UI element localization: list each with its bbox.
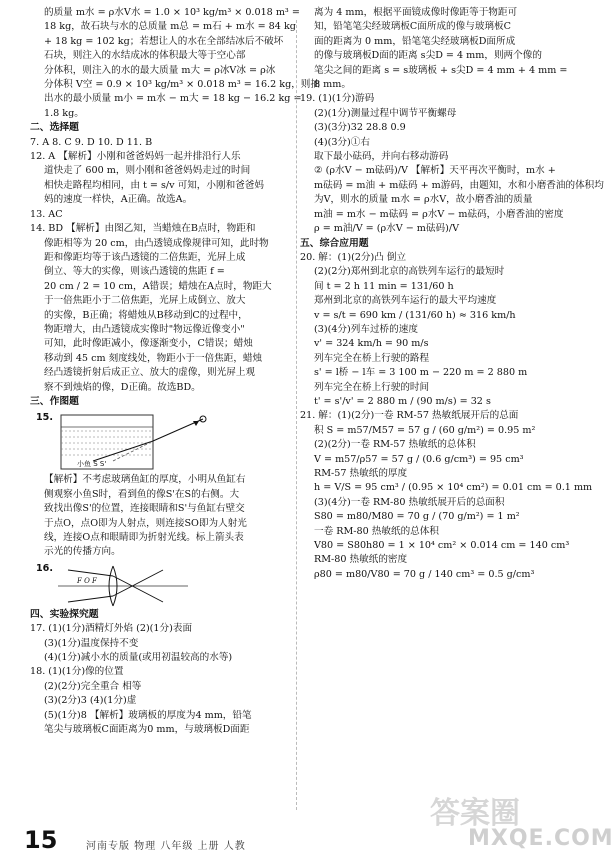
text-line: 20 cm / 2 = 10 cm，A错误；蜡烛在A点时，物距大: [44, 280, 272, 292]
figure-q15: [36, 411, 292, 471]
left-text-block-2: [30, 473, 292, 559]
text-line: 19. (1)(1分)游码: [300, 93, 375, 105]
text-line: 笔尖与玻璃板C面距离为0 mm，与玻璃板D面距: [44, 724, 250, 736]
text-line: 相快走路程均相同，由 t = s/v 可知，小刚和爸爸妈: [44, 179, 264, 191]
text-line: 移动到 45 cm 刻度线处，物距小于一倍焦距，蜡烛: [44, 352, 263, 364]
text-line: 道快走了 600 m，则小刚和爸爸妈妈走过的时间: [44, 165, 251, 177]
text-line: V = m57/ρ57 = 57 g / (0.6 g/cm³) = 95 cm³: [314, 453, 524, 465]
section-heading: 四、实验探究题: [30, 608, 99, 620]
right-text-block: [300, 6, 604, 582]
text-line: 的实像，B正确；将蜡烛从B移动到C的过程中，: [44, 309, 248, 321]
text-line: 14. BD 【解析】由图乙知，当蜡烛在B点时，物距和: [30, 223, 256, 235]
text-line: 积 S = m57/M57 = 57 g / (60 g/m²) = 0.95 m²: [314, 424, 536, 436]
text-line: h = V/S = 95 cm³ / (0.95 × 10⁴ cm²) = 0.01 cm = 0.1 mm: [314, 482, 593, 494]
text-line: 间 t = 2 h 11 min = 131/60 h: [314, 280, 454, 292]
text-line: 面的距离为 0 mm，铅笔笔尖经玻璃板D面所成: [314, 35, 516, 47]
left-text-block: [30, 6, 320, 409]
text-line: (4)(1分)减小水的质量(或用初温较高的水等): [44, 652, 233, 664]
text-line: 列车完全在桥上行驶的时间: [314, 381, 430, 393]
text-line: 侧观察小鱼S时，看到鱼的像S'在S的右侧。大: [44, 488, 240, 500]
text-line: 郑州到北京的高铁列车运行的最大平均速度: [314, 295, 497, 307]
text-line: 12. A 【解析】小刚和爸爸妈妈一起并排沿行人乐: [30, 151, 241, 163]
text-line: 石块，则注入的水结成冰的体积最大等于空心部: [44, 50, 246, 62]
text-line: 笔尖之间的距离 s = s玻璃板 + s尖D = 4 mm + 4 mm =: [314, 64, 568, 76]
text-line: 的像与玻璃板D面的距离 s尖D = 4 mm，则两个像的: [314, 50, 542, 62]
text-line: 线，连接O点和眼睛即为折射光线。标上箭头表: [44, 532, 244, 543]
text-line: 察不到烛焰的像，D正确。故选BD。: [44, 381, 201, 393]
watermark-sub: MXQE.COM: [468, 826, 614, 851]
text-line: + 18 kg = 102 kg；若想让人的水在全部结冰后不破坏: [44, 35, 284, 47]
figure-q15-points: 小鱼 S S': [77, 460, 107, 469]
text-line: 物距增大，由凸透镜成实像时"物远像近像变小": [44, 323, 245, 335]
text-line: 致找出像S'的位置，连接眼睛和S'与鱼缸右壁交: [44, 503, 245, 515]
text-line: ρ = m油/V = (ρ水V − m砝码)/V: [314, 223, 459, 235]
text-line: 于点O，点O即为人射点，则连接SO即为人射光: [44, 517, 247, 529]
figure-q16-points: F O F: [77, 576, 97, 585]
section-heading: 三、作图题: [30, 395, 79, 407]
section-heading: 五、综合应用题: [300, 237, 369, 249]
text-line: 【解析】不考虑玻璃鱼缸的厚度，小明从鱼缸右: [44, 474, 246, 486]
text-line: 示光的传播方向。: [44, 546, 121, 558]
text-line: (3)(4分)列车过桥的速度: [314, 323, 418, 335]
text-line: (3)(4分)一卷 RM-80 热敏纸展开后的总面积: [314, 496, 505, 508]
text-line: 列车完全在桥上行驶的路程: [314, 352, 430, 364]
text-line: (2)(2分)完全重合 相等: [44, 680, 142, 692]
text-line: (5)(1分)8 【解析】玻璃板的厚度为4 mm，铅笔: [44, 709, 252, 721]
text-line: t' = s'/v' = 2 880 m / (90 m/s) = 32 s: [314, 395, 491, 407]
text-line: 13. AC: [30, 208, 63, 220]
text-line: 经凸透镜折射后成正立、放大的虚像，则光屏上观: [44, 367, 256, 379]
text-line: RM-80 热敏纸的密度: [314, 554, 408, 566]
text-line: 倒立、等大的实像，则该凸透镜的焦距 f =: [44, 266, 225, 278]
text-line: S80 = m80/M80 = 70 g / (70 g/m²) = 1 m²: [314, 511, 520, 523]
refraction-diagram: [53, 411, 223, 471]
text-line: (3)(1分)温度保持不变: [44, 637, 139, 649]
watermark-main: 答案圈: [430, 796, 520, 831]
text-line: 7. A 8. C 9. D 10. D 11. B: [30, 136, 153, 148]
column-divider: [296, 20, 297, 810]
text-line: 离为 4 mm，根据平面镜成像时像距等于物距可: [314, 7, 518, 18]
text-line: (2)(1分)测量过程中调节平衡螺母: [314, 107, 457, 119]
text-line: 17. (1)(1分)酒精灯外焰 (2)(1分)表面: [30, 623, 193, 635]
text-line: 分体积，则注入的水的最大质量 m大 = ρ冰V冰 = ρ冰: [44, 64, 276, 76]
right-column: [300, 6, 604, 582]
text-line: (2)(2分)一卷 RM-57 热敏纸的总体积: [314, 439, 476, 451]
text-line: ρ80 = m80/V80 = 70 g / 140 cm³ = 0.5 g/cm³: [314, 568, 535, 580]
text-line: 于一倍焦距小于二倍焦距，光屏上成倒立、放大: [44, 295, 246, 307]
text-line: 1.8 kg。: [44, 107, 84, 119]
text-line: 可知，此时像距减小，像逐渐变小，C错误；蜡烛: [44, 338, 253, 350]
text-line: 出水的最小质量 m小 = m水 − m大 = 18 kg − 16.2 kg =: [44, 93, 302, 105]
text-line: m油 = m水 − m砝码 = ρ水V − m砝码，小磨香油的密度: [314, 208, 564, 220]
text-line: 18. (1)(1分)像的位置: [30, 666, 124, 678]
text-line: (4)(3分)①右: [314, 136, 370, 148]
text-line: 知，铅笔笔尖经玻璃板C面所成的像与玻璃板C: [314, 21, 511, 33]
text-line: 18 kg，故石块与水的总质量 m总 = m石 + m水 = 84 kg: [44, 21, 296, 33]
text-line: 妈的速度一样快，A正确。故选A。: [44, 194, 193, 206]
text-line: 的质量 m水 = ρ水V水 = 1.0 × 10³ kg/m³ × 0.018 m³ =: [44, 7, 300, 18]
figure-q15-label: 15.: [36, 412, 53, 424]
text-line: 分体积 V空 = 0.9 × 10³ kg/m³ × 0.018 m³ = 16.2 kg，则抽: [44, 79, 320, 91]
text-line: (2)(2分)郑州到北京的高铁列车运行的最短时: [314, 266, 505, 278]
page-number: 15: [24, 826, 58, 854]
text-line: s' = l桥 − l车 = 3 100 m − 220 m = 2 880 m: [314, 367, 528, 379]
text-line: 像距相等为 20 cm，由凸透镜成像规律可知，此时物: [44, 237, 269, 249]
footer-text: 河南专版 物理 八年级 上册 人教: [86, 841, 246, 852]
text-line: (3)(3分)32 28.8 0.9: [314, 122, 406, 134]
text-line: 一卷 RM-80 热敏纸的总体积: [314, 525, 439, 537]
left-column: [30, 6, 320, 737]
text-line: ② (ρ水V − m砝码)/V 【解析】天平再次平衡时，m水 +: [314, 165, 556, 177]
text-line: v = s/t = 690 km / (131/60 h) ≈ 316 km/h: [314, 309, 516, 321]
text-line: 距和像距均等于该凸透镜的二倍焦距，光屏上成: [44, 251, 246, 263]
text-line: 20. 解：(1)(2分)凸 倒立: [300, 251, 407, 263]
text-line: 为V，则水的质量 m水 = ρ水V，故小磨香油的质量: [314, 194, 533, 206]
text-line: 21. 解：(1)(2分)一卷 RM-57 热敏纸展开后的总面: [300, 410, 519, 422]
text-line: v' = 324 km/h = 90 m/s: [314, 338, 429, 350]
page-footer: [0, 826, 574, 856]
text-line: 取下最小砝码，并向右移动游码: [314, 151, 449, 163]
text-line: RM-57 热敏纸的厚度: [314, 468, 408, 479]
text-line: (3)(2分)3 (4)(1分)虚: [44, 695, 137, 707]
text-line: V80 = S80h80 = 1 × 10⁴ cm² × 0.014 cm = 140 cm³: [314, 540, 570, 552]
left-text-block-3: [30, 608, 292, 738]
figure-q16: [36, 562, 292, 606]
figure-q16-label: 16.: [36, 562, 53, 574]
text-line: m砝码 = m油 + m砝码 + m游码，由题知，水和小磨香油的体积均: [314, 179, 604, 191]
section-heading: 二、选择题: [30, 122, 79, 134]
lens-diagram: [53, 562, 193, 606]
text-line: 8 mm。: [314, 79, 351, 91]
